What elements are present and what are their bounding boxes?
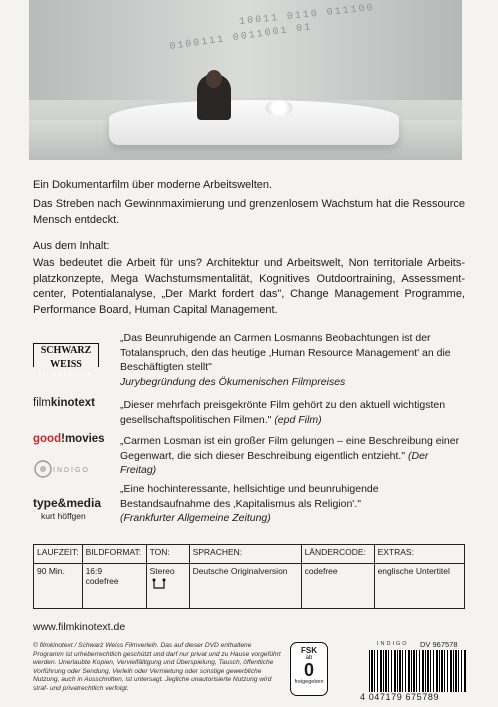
quote-text: „Carmen Losman ist ein großer Film gelungen – eine Beschreibung einer Gegenwart, die sich dieser Beschreibung eigentlich entzieht." xyxy=(120,435,460,462)
specs-value-ton xyxy=(146,564,189,609)
content-heading: Aus dem Inhalt: xyxy=(33,240,110,252)
specs-value: codefree xyxy=(301,564,374,609)
quote-source: Jurybegründung des Ökumenischen Filmpreises xyxy=(120,375,346,388)
indigo-logo xyxy=(33,459,91,479)
goodmovies-logo xyxy=(33,433,105,445)
specs-header-row xyxy=(34,545,465,564)
dv-number: DV 967578 xyxy=(420,640,458,649)
filmkinotext-logo-b: kinotext xyxy=(50,397,95,409)
legal-notice: © filmkinotext / Schwarz Weiss Filmverleih. Das auf dieser DVD enthaltene Programm ist urheberrechtlich geschützt und darf nur privat und zu Hause vorgeführt werden. Unerlaubte Kopien, Vervielfältigung und Überspielung, Tausch, öffentliche Vorführung oder Sendung, Verleih oder Vermietung oder sonstige gewerbliche Nutzung, auch in Ausschnitten, ist untersagt. Jegliche unautorisierte Nutzung wird straf- und privatrechtlich verfolgt. xyxy=(33,642,281,692)
review-quote xyxy=(120,331,465,389)
quote-source: (epd Film) xyxy=(274,413,322,426)
fsk-age: 0 xyxy=(303,660,314,680)
photo-binary-text: 10011 0110 011100 xyxy=(238,2,376,29)
specs-value: Deutsche Originalversion xyxy=(189,564,301,609)
specs-header: TON: xyxy=(146,545,189,564)
indigo-logo-text: INDIGO xyxy=(53,467,90,474)
quote-source: (Der Freitag) xyxy=(120,449,429,476)
schwarzweiss-logo-sub: FILMVERLEIH xyxy=(38,372,94,378)
specs-header: LAUFZEIT: xyxy=(34,545,83,564)
quote-source: (Frankfurter Allgemeine Zeitung) xyxy=(120,512,271,524)
goodmovies-logo-b: !movies xyxy=(61,433,105,445)
barcode-digits: 4 047179 675789 xyxy=(360,692,440,702)
photo-person-head xyxy=(206,70,222,88)
quote-text: „Dieser mehrfach preisgekrönte Film gehört zu den aktuell wichtigsten gesellschaftspolitischen Filmen." xyxy=(120,399,446,426)
typemedia-logo-text: type&media xyxy=(33,496,102,510)
review-quote xyxy=(120,482,465,526)
specs-table xyxy=(33,544,465,609)
goodmovies-logo-a: good xyxy=(33,433,62,445)
specs-header: EXTRAS: xyxy=(374,545,464,564)
typemedia-logo xyxy=(33,497,101,523)
review-quote xyxy=(120,434,465,478)
fsk-note: freigegeben xyxy=(294,679,324,685)
specs-value: Stereo xyxy=(149,566,175,576)
quote-text: „Das Beunruhigende an Carmen Losmanns Beobachtungen ist der Totalanspruch, den das heutige ‚Human Resource Management' an die Beschäftigten stellt" xyxy=(120,332,451,373)
specs-value: englische Untertitel xyxy=(374,564,464,609)
specs-header: BILDFORMAT: xyxy=(82,545,146,564)
barcode xyxy=(360,650,466,702)
stereo-icon xyxy=(152,578,166,590)
content-body: Was bedeutet die Arbeit für uns? Architektur und Arbeitswelt, Non territoriale Arbeits-platzkonzepte, Mega Wachstumsmentalität, Kognitives Outdoortraining, Assessment-center, Potentialanalyse, „Der Markt fordert das", Change Management Programme, Performance Board, Human Capital Management. xyxy=(33,257,465,316)
specs-header: SPRACHEN: xyxy=(189,545,301,564)
filmkinotext-logo-a: film xyxy=(33,397,51,409)
typemedia-logo-sub: kurt höffgen xyxy=(41,511,86,521)
fsk-label: FSK xyxy=(301,646,317,655)
cover-photo xyxy=(29,0,462,160)
specs-value-row xyxy=(34,564,465,609)
indigo-small-logo: INDIGO xyxy=(377,641,409,647)
specs-value: 90 Min. xyxy=(34,564,83,609)
schwarzweiss-logo-text: SCHWARZ WEISS xyxy=(34,344,98,372)
review-quote xyxy=(120,398,465,427)
website-link[interactable]: www.filmkinotext.de xyxy=(33,621,126,633)
intro-line: Ein Dokumentarfilm über moderne Arbeitswelten. xyxy=(33,179,273,191)
fsk-rating-badge xyxy=(290,642,328,696)
intro-text: Das Streben nach Gewinnmaximierung und grenzenlosem Wachstum hat die Ressource Mensch entdeckt. xyxy=(33,198,465,226)
schwarzweiss-logo xyxy=(33,343,99,378)
quote-text: „Eine hochinteressante, hellsichtige und beunruhigende Bestandsaufnahme des ‚Kapitalismus als Religion'." xyxy=(120,483,379,510)
fsk-ab: ab xyxy=(305,655,313,661)
photo-wall xyxy=(29,0,462,100)
barcode-bars xyxy=(369,650,466,692)
specs-value: 16:9 codefree xyxy=(82,564,146,609)
photo-desk xyxy=(109,100,399,145)
photo-binary-text: 0100111 0011001 01 xyxy=(168,22,314,53)
filmkinotext-logo xyxy=(33,397,95,409)
specs-header: LÄNDERCODE: xyxy=(301,545,374,564)
photo-flowers xyxy=(265,100,293,116)
